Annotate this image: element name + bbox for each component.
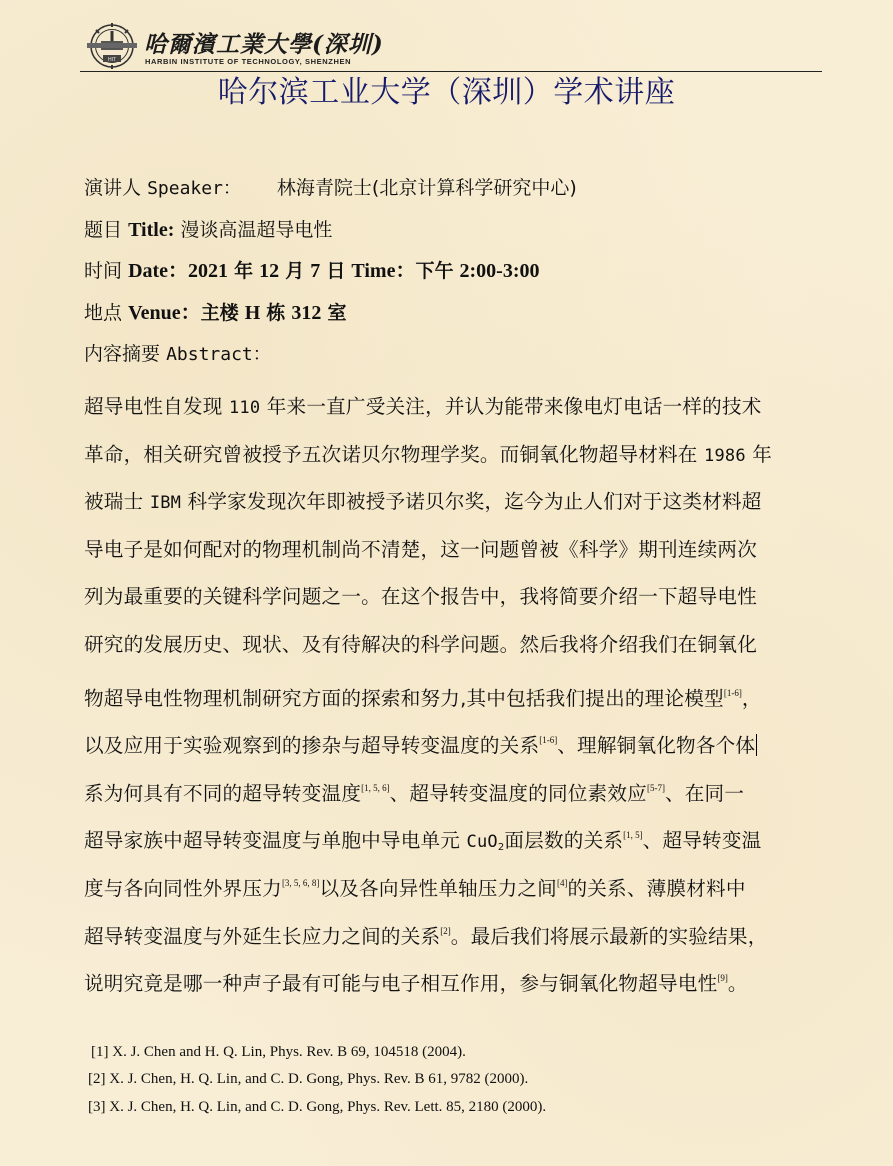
- venue-building: 主楼: [200, 301, 239, 324]
- abstract-text: 被瑞士: [84, 490, 150, 514]
- page-title: 哈尔滨工业大学（深圳）学术讲座: [217, 75, 676, 110]
- abstract-line: [84, 671, 824, 719]
- svg-text:HIT: HIT: [107, 57, 117, 63]
- abstract-line: [84, 766, 824, 814]
- title-label-cn: 题目: [84, 218, 123, 241]
- abstract-line: [84, 480, 824, 528]
- abstract-body: [84, 385, 824, 1004]
- abstract-text: ，: [741, 686, 762, 710]
- abstract-line: [84, 718, 824, 766]
- abstract-label-cn: 内容摘要: [84, 343, 161, 365]
- abstract-text: 以及各向异性单轴压力之间: [319, 876, 557, 900]
- date-label-en: Date：: [128, 260, 189, 282]
- formula-subscript: 2: [497, 842, 505, 854]
- abstract-text: 革命，相关研究曾被授予五次诺贝尔物理学奖。而铜氧化物超导材料在: [84, 442, 705, 466]
- abstract-line: [84, 956, 824, 1004]
- citation: [9]: [717, 973, 728, 984]
- time-value: 2:00-3:00: [459, 260, 540, 282]
- date-line: [84, 255, 824, 297]
- abstract-line: 列为最重要的关键科学问题之一。在这个报告中，我将简要介绍一下超导电性: [84, 585, 757, 609]
- hit-emblem-icon: [86, 22, 138, 70]
- citation: [2]: [440, 925, 451, 936]
- abstract-text: 、理解铜氧化物各个体: [557, 734, 756, 758]
- venue-room: 312: [291, 301, 322, 324]
- date-month: 12: [259, 260, 280, 282]
- abstract-number: IBM: [149, 493, 182, 514]
- date-day-unit: 日: [326, 260, 346, 282]
- talk-title-value: 漫谈高温超导电性: [180, 218, 333, 241]
- venue-block-unit: 栋: [266, 301, 286, 324]
- citation: [3, 5, 6, 8]: [281, 877, 320, 888]
- citation: [4]: [556, 877, 568, 888]
- logo-chinese-name: 哈爾濱工業大學(深圳): [144, 31, 384, 58]
- venue-label-cn: 地点: [84, 301, 123, 324]
- abstract-text: 年: [745, 442, 773, 466]
- abstract-text: 、超导转变温: [642, 829, 762, 853]
- abstract-line: [84, 909, 824, 957]
- abstract-text: 超导家族中超导转变温度与单胞中导电单元: [84, 829, 467, 853]
- reference-item: [3] X. J. Chen, H. Q. Lin, and C. D. Gong, Phys. Rev. Lett. 85, 2180 (2000).: [88, 1098, 547, 1115]
- abstract-line: [84, 861, 824, 909]
- venue-room-unit: 室: [327, 301, 347, 324]
- speaker-value: 林海青院士(北京计算科学研究中心): [276, 177, 577, 199]
- citation: [5-7]: [646, 782, 665, 793]
- chemical-formula: CuO: [466, 832, 498, 853]
- abstract-line: 研究的发展历史、现状、及有待解决的科学问题。然后我将介绍我们在铜氧化: [84, 632, 757, 656]
- venue-label-en: Venue：: [128, 301, 201, 324]
- abstract-text: 超导电性自发现: [84, 395, 229, 418]
- abstract-number: 1986: [704, 445, 746, 466]
- citation: [1, 5, 6]: [361, 782, 390, 793]
- date-month-unit: 月: [285, 260, 305, 282]
- citation: [1, 5]: [623, 830, 643, 841]
- venue-block: H: [244, 301, 261, 324]
- date-year: 2021: [188, 260, 229, 282]
- speaker-label-en: Speaker：: [147, 178, 241, 199]
- abstract-label-line: [84, 338, 824, 380]
- abstract-text: 。: [727, 972, 748, 996]
- title-label-en: Title:: [128, 218, 175, 241]
- abstract-text: 年来一直广受关注，并认为能带来像电灯电话一样的技术: [260, 395, 762, 418]
- reference-item: [1] X. J. Chen and H. Q. Lin, Phys. Rev. B 69, 104518 (2004).: [91, 1044, 466, 1060]
- time-prefix: 下午: [415, 260, 454, 282]
- header-divider: [80, 71, 822, 72]
- reference-list: [88, 1040, 788, 1122]
- citation: [1-6]: [723, 687, 742, 698]
- speaker-line: [84, 172, 824, 214]
- venue-line: [84, 297, 824, 339]
- abstract-line: [84, 385, 824, 433]
- citation: [1-6]: [539, 735, 558, 746]
- abstract-number: 110: [228, 398, 261, 418]
- abstract-text: 。最后我们将展示最新的实验结果，: [450, 924, 768, 948]
- abstract-text: 超导转变温度与外延生长应力之间的关系: [84, 924, 441, 948]
- abstract-label-en: Abstract：: [166, 344, 271, 365]
- reference-item: [2] X. J. Chen, H. Q. Lin, and C. D. Gong, Phys. Rev. B 61, 9782 (2000).: [88, 1071, 529, 1088]
- abstract-text: 度与各向同性外界压力: [84, 876, 282, 900]
- date-label-cn: 时间: [84, 260, 123, 282]
- abstract-text: 说明究竟是哪一种声子最有可能与电子相互作用，参与铜氧化物超导电性: [84, 972, 718, 996]
- abstract-text: 科学家发现次年即被授予诺贝尔奖，迄今为止人们对于这类材料超: [181, 490, 762, 514]
- university-header: [84, 20, 822, 72]
- abstract-text: 物超导电性物理机制研究方面的探索和努力,其中包括我们提出的理论模型: [84, 686, 724, 710]
- text-cursor: [756, 734, 757, 756]
- time-label: Time：: [351, 260, 416, 282]
- date-year-unit: 年: [234, 260, 254, 282]
- abstract-text: 的关系、薄膜材料中: [567, 876, 746, 900]
- speaker-label-cn: 演讲人: [84, 177, 142, 199]
- abstract-line: [84, 813, 824, 861]
- abstract-text: 以及应用于实验观察到的掺杂与超导转变温度的关系: [84, 734, 540, 758]
- abstract-text: 面层数的关系: [504, 829, 624, 853]
- abstract-text: 、在同一: [664, 781, 745, 805]
- logo-english-name: HARBIN INSTITUTE OF TECHNOLOGY, SHENZHEN: [145, 57, 352, 66]
- abstract-line: 导电子是如何配对的物理机制尚不清楚，这一问题曾被《科学》期刊连续两次: [84, 537, 757, 561]
- abstract-text: 、超导转变温度的同位素效应: [389, 781, 647, 805]
- abstract-line: [84, 433, 824, 481]
- abstract-text: 系为何具有不同的超导转变温度: [84, 781, 362, 805]
- lecture-info: [84, 172, 824, 380]
- title-line: [84, 214, 824, 256]
- date-day: 7: [310, 260, 321, 282]
